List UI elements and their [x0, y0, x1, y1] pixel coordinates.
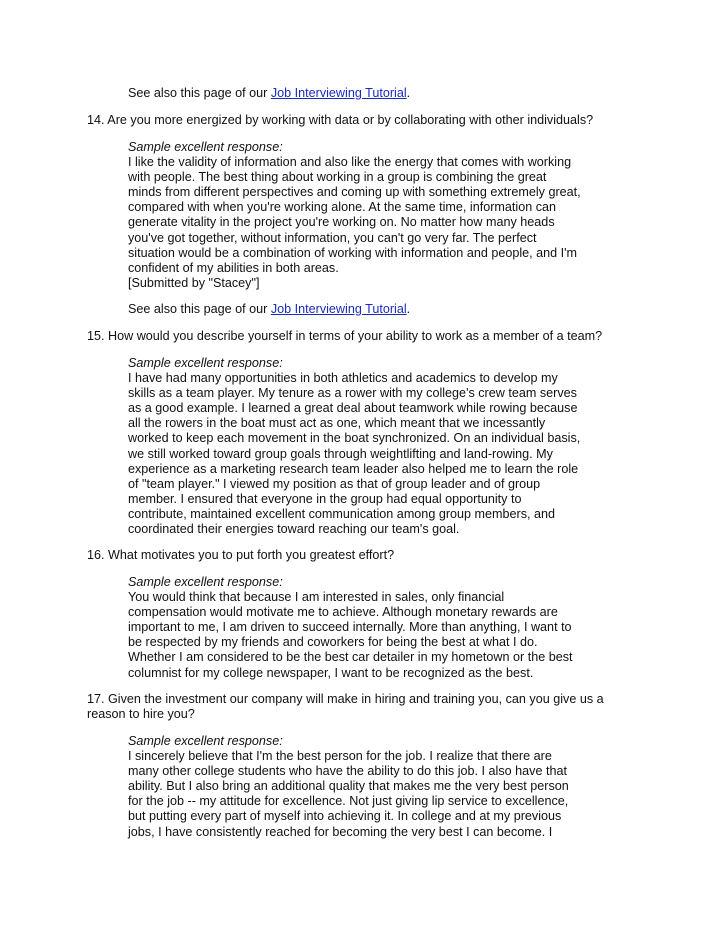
answer-line: compensation would motivate me to achieve. Although monetary rewards are	[128, 605, 558, 620]
answer-line: minds from different perspectives and coming up with something extremely great,	[128, 185, 581, 200]
see-also-prefix: See also this page of our	[128, 302, 271, 316]
answer-line: as a good example. I learned a great deal about teamwork while rowing because	[128, 401, 578, 416]
answer-line: skills as a team player. My tenure as a rower with my college's crew team serves	[128, 386, 577, 401]
answer-15	[128, 356, 628, 537]
question-14-text: 14. Are you more energized by working with data or by collaborating with other individuals?	[87, 113, 594, 127]
answer-line: coordinated their energies toward reaching our team's goal.	[128, 522, 460, 537]
see-also-paragraph-top	[128, 86, 410, 101]
answer-line: columnist for my college newspaper, I want to be recognized as the best.	[128, 665, 534, 680]
answer-line: all the rowers in the boat must act as one, which meant that we incessantly	[128, 416, 546, 431]
question-17-text-line-2: reason to hire you?	[87, 707, 195, 721]
submitted-by: [Submitted by "Stacey"]	[128, 275, 260, 290]
answer-line: you've got together, without information, you can't go very far. The perfect	[128, 230, 537, 245]
answer-line: be respected by my friends and coworkers for being the best at what I do.	[128, 635, 538, 650]
question-16-text: 16. What motivates you to put forth you greatest effort?	[87, 548, 395, 562]
answer-line: Whether I am considered to be the best car detailer in my hometown or the best	[128, 650, 573, 665]
question-15-text: 15. How would you describe yourself in terms of your ability to work as a member of a team?	[87, 329, 603, 343]
answer-line: important to me, I am driven to succeed internally. More than anything, I want to	[128, 620, 572, 635]
answer-line: contribute, maintained excellent communication among group members, and	[128, 506, 556, 521]
answer-line: for the job -- my attitude for excellence. Not just giving lip service to excellence,	[128, 794, 569, 809]
answer-16	[128, 575, 628, 681]
answer-17	[128, 734, 628, 840]
answer-line: member. I ensured that everyone in the group had equal opportunity to	[128, 491, 522, 506]
answer-line: we still worked toward group goals through weightlifting and land-rowing. My	[128, 446, 553, 461]
see-also-suffix: .	[406, 302, 411, 316]
answer-line: with people. The best thing about working in a group is combining the great	[128, 170, 547, 185]
answer-line: I sincerely believe that I'm the best person for the job. I realize that there are	[128, 749, 552, 764]
answer-line: but putting every part of myself into achieving it. In college and at my previous	[128, 809, 562, 824]
question-15	[87, 329, 647, 344]
see-also-prefix: See also this page of our	[128, 86, 271, 100]
sample-response-label: Sample excellent response:	[128, 140, 283, 154]
answer-line: jobs, I have consistently reached for becoming the very best I can become. I	[128, 824, 553, 839]
answer-line: compared with when you're working alone. At the same time, information can	[128, 200, 557, 215]
answer-line: experience as a marketing research team leader also helped me to learn the role	[128, 461, 579, 476]
sample-response-label: Sample excellent response:	[128, 575, 283, 589]
answer-line: confident of my abilities in both areas.	[128, 260, 339, 275]
question-17	[87, 692, 647, 722]
job-interviewing-tutorial-link[interactable]: Job Interviewing Tutorial	[270, 302, 407, 316]
see-also-suffix: .	[406, 86, 411, 100]
sample-response-label: Sample excellent response:	[128, 734, 283, 748]
question-14	[87, 113, 647, 128]
answer-line: You would think that because I am interested in sales, only financial	[128, 590, 505, 605]
answer-14	[128, 140, 628, 291]
answer-line: worked to keep each movement in the boat synchronized. On an individual basis,	[128, 431, 581, 446]
answer-line: generate vitality in the project you're working on. No matter how many heads	[128, 215, 555, 230]
answer-line: ability. But I also bring an additional quality that makes me the very best person	[128, 779, 569, 794]
question-16	[87, 548, 647, 563]
see-also-paragraph-second	[128, 302, 410, 317]
sample-response-label: Sample excellent response:	[128, 356, 283, 370]
answer-line: of "team player." I viewed my position as that of group leader and of group	[128, 476, 541, 491]
answer-line: I have had many opportunities in both athletics and academics to develop my	[128, 371, 558, 386]
answer-line: many other college students who have the ability to do this job. I also have that	[128, 764, 567, 779]
job-interviewing-tutorial-link[interactable]: Job Interviewing Tutorial	[270, 86, 407, 100]
answer-line: situation would be a combination of working with information and people, and I'm	[128, 245, 578, 260]
question-17-text-line-1: 17. Given the investment our company will make in hiring and training you, can you give us a	[87, 692, 604, 706]
answer-line: I like the validity of information and also like the energy that comes with working	[128, 155, 572, 170]
